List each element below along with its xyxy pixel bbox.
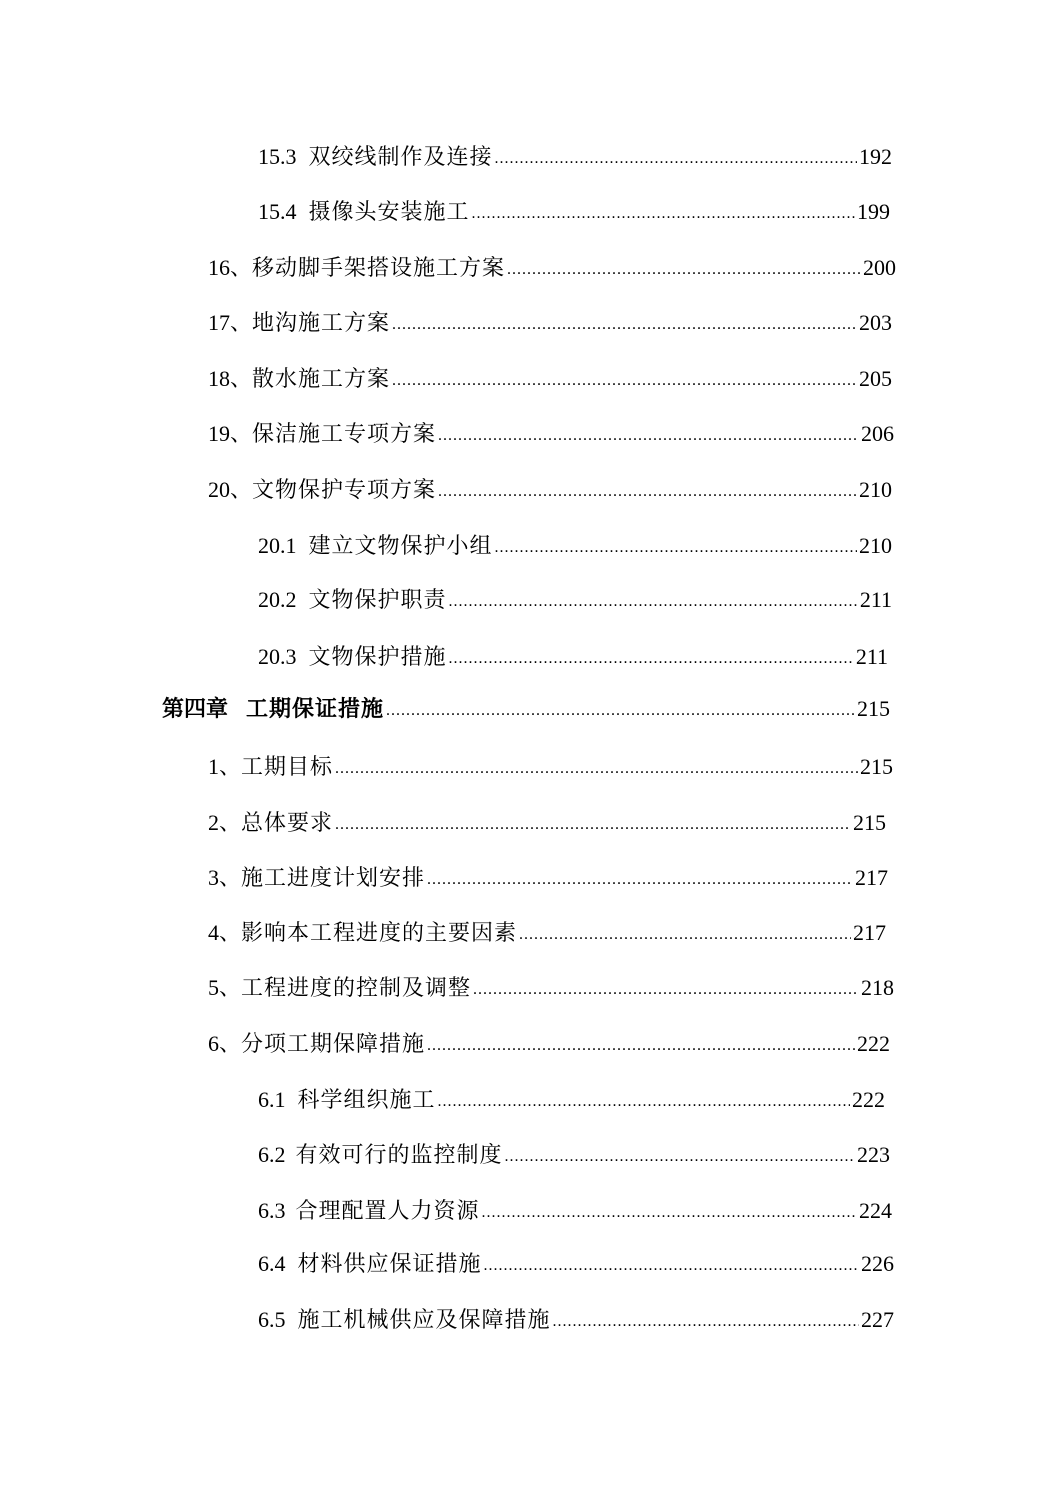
entry-title: 工程进度的控制及调整	[241, 975, 472, 1000]
entry-page: 210	[859, 533, 892, 558]
dot-leader	[438, 477, 857, 507]
toc-entry[interactable]	[258, 1140, 890, 1170]
entry-page: 192	[859, 144, 892, 169]
entry-title: 科学组织施工	[297, 1087, 436, 1112]
entry-separator: 、	[219, 754, 242, 779]
entry-page: 222	[857, 1031, 890, 1056]
entry-title: 工期目标	[241, 754, 334, 779]
dot-leader	[519, 920, 851, 950]
entry-number: 5	[208, 975, 219, 1000]
entry-number: 20.3	[258, 644, 297, 669]
entry-number: 6.3	[258, 1198, 286, 1223]
entry-title: 有效可行的监控制度	[295, 1142, 503, 1167]
entry-number: 6.2	[258, 1142, 286, 1167]
dot-leader	[386, 696, 855, 726]
entry-number: 16	[208, 255, 230, 280]
toc-entry[interactable]	[208, 364, 892, 394]
entry-page: 226	[861, 1251, 894, 1276]
toc-entry[interactable]	[258, 1249, 894, 1279]
toc-entry[interactable]	[208, 253, 896, 283]
entry-number: 17	[208, 310, 230, 335]
entry-number: 3	[208, 865, 219, 890]
toc-entry[interactable]	[258, 1085, 885, 1115]
toc-entry[interactable]	[258, 531, 892, 561]
entry-title: 合理配置人力资源	[295, 1198, 480, 1223]
toc-entry[interactable]	[258, 642, 888, 672]
entry-page: 218	[861, 975, 894, 1000]
dot-leader	[482, 1198, 857, 1228]
dot-leader	[449, 587, 858, 617]
entry-page: 210	[859, 477, 892, 502]
entry-separator: 、	[219, 920, 242, 945]
entry-separator: 、	[230, 421, 253, 446]
dot-leader	[392, 366, 857, 396]
toc-entry[interactable]	[208, 1029, 890, 1059]
entry-page: 227	[861, 1307, 894, 1332]
entry-page: 217	[853, 920, 886, 945]
toc-entry[interactable]	[208, 752, 893, 782]
dot-leader	[427, 865, 853, 895]
entry-title: 摄像头安装施工	[308, 199, 470, 224]
entry-page: 224	[859, 1198, 892, 1223]
entry-separator: 、	[219, 865, 242, 890]
dot-leader	[495, 533, 857, 563]
entry-page: 223	[857, 1142, 890, 1167]
chapter-title: 工期保证措施	[246, 696, 385, 721]
dot-leader	[473, 975, 859, 1005]
dot-leader	[495, 144, 857, 174]
dot-leader	[427, 1031, 855, 1061]
dot-leader	[438, 421, 859, 451]
entry-page: 203	[859, 310, 892, 335]
dot-leader	[507, 255, 861, 285]
entry-number: 20.2	[258, 587, 297, 612]
entry-number: 15.4	[258, 199, 297, 224]
dot-leader	[484, 1251, 859, 1281]
entry-page: 215	[857, 696, 890, 721]
entry-page: 206	[861, 421, 894, 446]
entry-title: 分项工期保障措施	[241, 1031, 426, 1056]
entry-title: 总体要求	[241, 810, 334, 835]
entry-title: 移动脚手架搭设施工方案	[252, 255, 506, 280]
entry-page: 211	[859, 587, 892, 612]
toc-entry[interactable]	[208, 973, 894, 1003]
entry-title: 文物保护专项方案	[252, 477, 437, 502]
entry-page: 217	[855, 865, 888, 890]
entry-page: 215	[853, 810, 886, 835]
entry-title: 文物保护措施	[308, 644, 447, 669]
entry-title: 保洁施工专项方案	[252, 421, 437, 446]
entry-separator: 、	[219, 1031, 242, 1056]
entry-number: 6.4	[258, 1251, 286, 1276]
entry-title: 散水施工方案	[252, 366, 391, 391]
entry-separator: 、	[230, 310, 253, 335]
dot-leader	[553, 1307, 859, 1337]
entry-title: 地沟施工方案	[252, 310, 391, 335]
entry-page: 200	[863, 255, 896, 280]
toc-entry[interactable]	[208, 308, 892, 338]
toc-entry[interactable]	[208, 808, 886, 838]
entry-number: 20	[208, 477, 230, 502]
entry-number: 15.3	[258, 144, 297, 169]
entry-separator: 、	[230, 477, 253, 502]
entry-number: 18	[208, 366, 230, 391]
entry-number: 6	[208, 1031, 219, 1056]
toc-entry[interactable]	[258, 197, 890, 227]
entry-title: 双绞线制作及连接	[308, 144, 493, 169]
dot-leader	[335, 754, 858, 784]
entry-number: 1	[208, 754, 219, 779]
toc-entry[interactable]	[208, 863, 888, 893]
entry-title: 影响本工程进度的主要因素	[241, 920, 518, 945]
toc-entry[interactable]	[258, 1305, 894, 1335]
entry-separator: 、	[230, 366, 253, 391]
entry-page: 205	[859, 366, 892, 391]
entry-page: 222	[852, 1087, 885, 1112]
dot-leader	[438, 1087, 850, 1117]
dot-leader	[335, 810, 851, 840]
entry-title: 施工机械供应及保障措施	[297, 1307, 551, 1332]
toc-entry[interactable]	[258, 142, 892, 172]
entry-separator: 、	[230, 255, 253, 280]
toc-entry[interactable]	[208, 419, 894, 449]
entry-title: 建立文物保护小组	[308, 533, 493, 558]
entry-number: 6.5	[258, 1307, 286, 1332]
entry-number: 20.1	[258, 533, 297, 558]
dot-leader	[472, 199, 855, 229]
entry-number: 2	[208, 810, 219, 835]
dot-leader	[505, 1142, 855, 1172]
entry-title: 材料供应保证措施	[297, 1251, 482, 1276]
entry-title: 施工进度计划安排	[241, 865, 426, 890]
toc-entry[interactable]	[258, 1196, 892, 1226]
entry-separator: 、	[219, 975, 242, 1000]
entry-separator: 、	[219, 810, 242, 835]
entry-number: 19	[208, 421, 230, 446]
dot-leader	[392, 310, 857, 340]
toc-entry[interactable]	[208, 918, 886, 948]
toc-entry[interactable]	[258, 585, 892, 615]
toc-chapter-entry[interactable]	[162, 694, 890, 724]
toc-entry[interactable]	[208, 475, 892, 505]
chapter-number: 第四章	[162, 696, 229, 721]
entry-title: 文物保护职责	[308, 587, 447, 612]
entry-number: 6.1	[258, 1087, 286, 1112]
entry-page: 215	[860, 754, 893, 779]
entry-number: 4	[208, 920, 219, 945]
dot-leader	[449, 644, 854, 674]
entry-page: 211	[855, 644, 888, 669]
entry-page: 199	[857, 199, 890, 224]
